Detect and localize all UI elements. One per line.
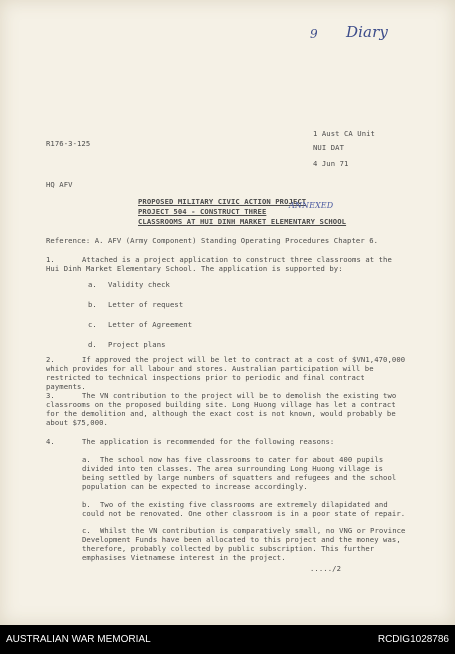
title-line-3: CLASSROOMS AT HUI DINH MARKET ELEMENTARY SCHOOL: [138, 217, 347, 226]
handwritten-page-number: 9: [310, 27, 318, 41]
title-line-2: PROJECT 504 - CONSTRUCT THREE: [138, 207, 267, 216]
para-1-number: 1.: [46, 255, 55, 264]
para-3-number: 3.: [46, 391, 55, 400]
item-c-text: Letter of Agreement: [108, 320, 193, 329]
para-2-text: If approved the project will be let to contract at a cost of $VN1,470,000 which provides for all labour and stores. Australian participation will be restricted to technical inspections prior to periodic and final contract payments.: [46, 355, 406, 391]
archive-record-id: RCDIG1028786: [377, 634, 449, 645]
para-4b-text: Two of the existing five classrooms are extremely dilapidated and could not be renovated. One other classroom is in a poor state of repair.: [82, 500, 406, 518]
para-4c-letter: c.: [82, 526, 91, 535]
para-4-text: The application is recommended for the following reasons:: [82, 437, 335, 446]
sender-unit: 1 Aust CA Unit: [313, 129, 375, 138]
item-b-letter: b.: [88, 300, 97, 309]
para-4c-text: Whilst the VN contribution is comparatively small, no VNG or Province Development Funds have been allocated to this project and the money was, therefore, probably collected by public subscription. This further emphasises Vietnamese interest in the project.: [82, 526, 406, 562]
item-b-text: Letter of request: [108, 300, 184, 309]
para-2-number: 2.: [46, 355, 55, 364]
letter-date: 4 Jun 71: [313, 159, 349, 168]
item-c-letter: c.: [88, 320, 97, 329]
file-reference: R176-3-125: [46, 139, 91, 148]
reference-line: Reference: A. AFV (Army Component) Standing Operating Procedures Chapter 6.: [46, 236, 379, 245]
handwritten-diary-note: Diary: [346, 23, 388, 41]
para-3-text: The VN contribution to the project will be to demolish the existing two classrooms on the proposed building site. Long Huong village has let a contract for the demolition and, although the exact cost is not known, would probably be about $75,000.: [46, 391, 397, 427]
archive-footer-bar: [0, 625, 455, 654]
item-a-text: Validity check: [108, 280, 170, 289]
item-a-letter: a.: [88, 280, 97, 289]
continuation-marker: ...../2: [310, 564, 341, 573]
title-line-1: PROPOSED MILITARY CIVIC ACTION PROJECT: [138, 197, 307, 206]
item-d-text: Project plans: [108, 340, 166, 349]
sender-location: NUI DAT: [313, 143, 344, 152]
para-4b-letter: b.: [82, 500, 91, 509]
para-4-number: 4.: [46, 437, 55, 446]
item-d-letter: d.: [88, 340, 97, 349]
handwritten-annexed-note: ANNEXED: [289, 201, 334, 210]
para-4a-letter: a.: [82, 455, 91, 464]
para-4a-text: The school now has five classrooms to cater for about 400 pupils divided into ten classes. The area surrounding Long Huong village is being settled by large numbers of squatters and refugees and the school population can be expected to increase accordingly.: [82, 455, 397, 491]
archive-name: AUSTRALIAN WAR MEMORIAL: [6, 634, 151, 645]
para-1-text: Attached is a project application to construct three classrooms at the Hui Dinh Market Elementary School. The application is supported by:: [46, 255, 392, 273]
addressee: HQ AFV: [46, 180, 73, 189]
